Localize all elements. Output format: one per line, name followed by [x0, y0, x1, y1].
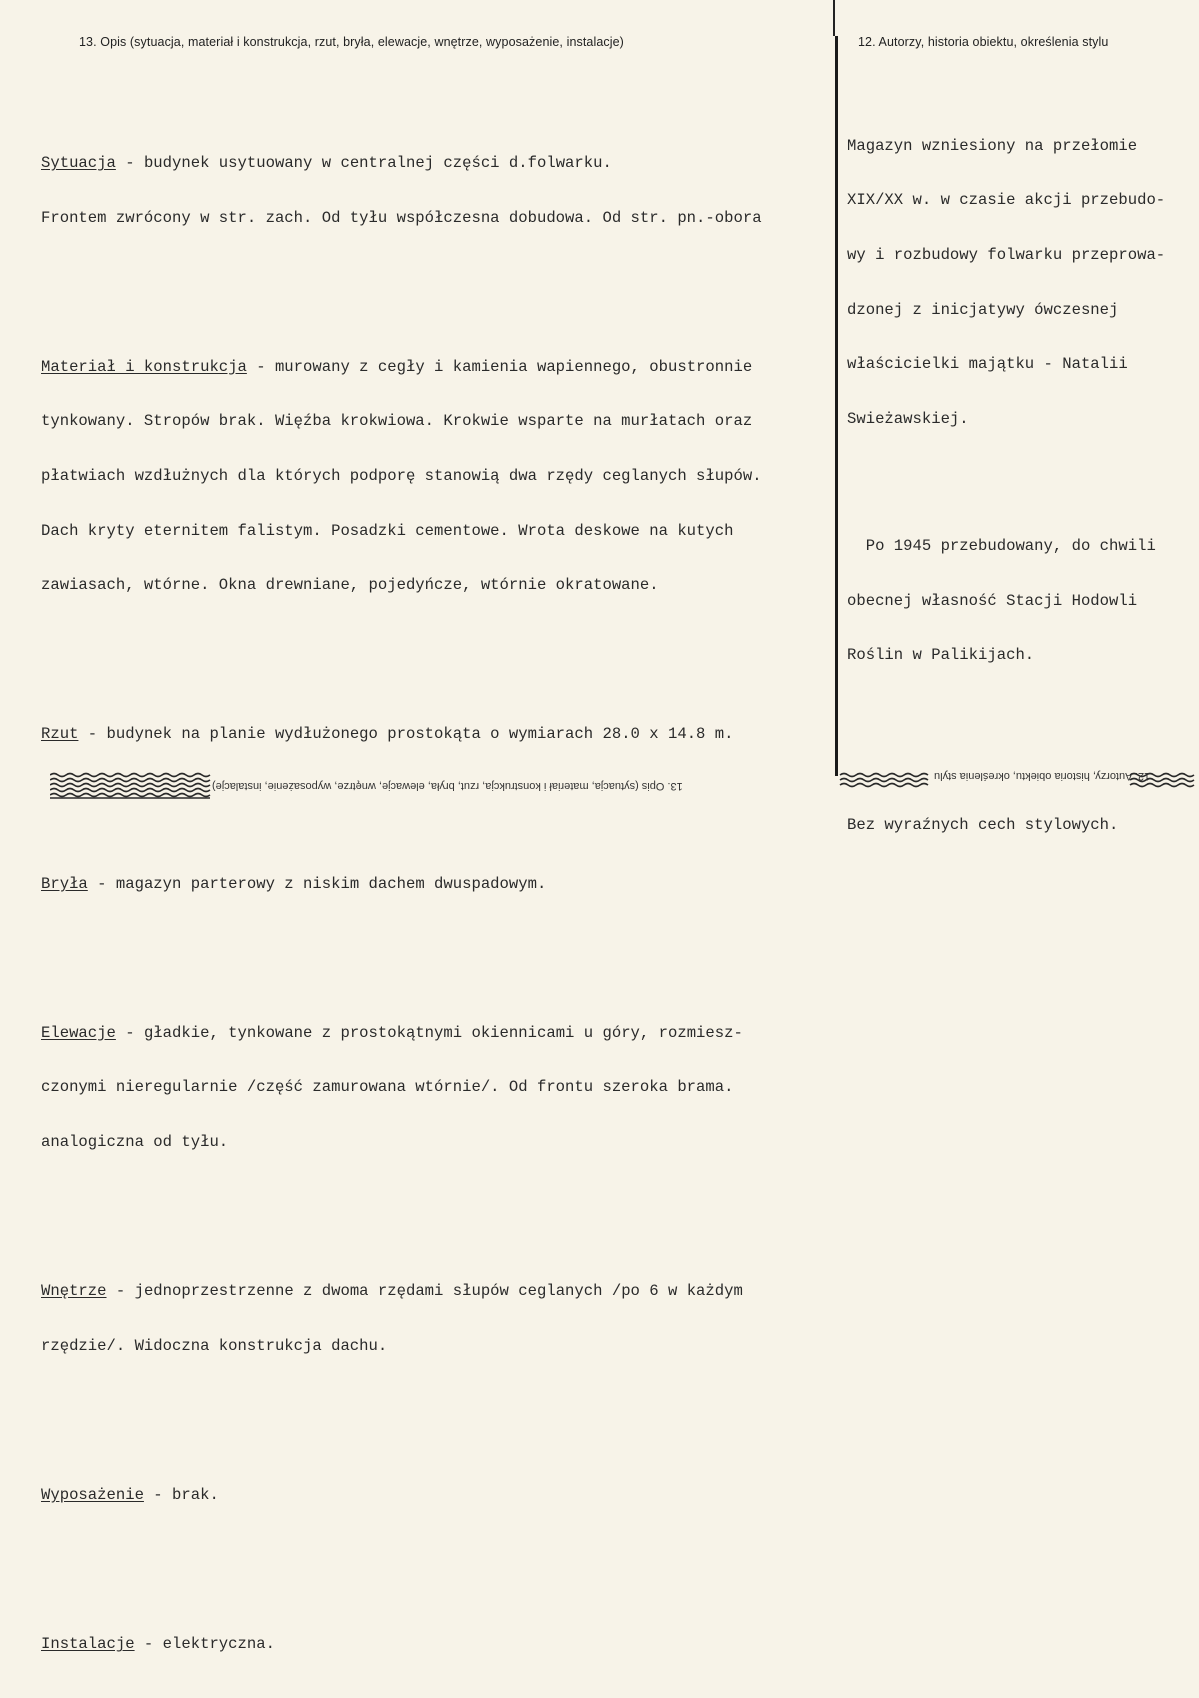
- section-elewacje: [41, 987, 831, 1187]
- history-line: Swieżawskiej.: [847, 409, 969, 428]
- section-wnetrze: [41, 1246, 831, 1392]
- section-term: Sytuacja: [41, 154, 116, 173]
- section-term: Rzut: [41, 725, 79, 744]
- section-line: analogiczna od tyłu.: [41, 1132, 229, 1151]
- section-term: Wnętrze: [41, 1282, 107, 1301]
- section-bryla: [41, 838, 831, 929]
- history-line: obecnej własność Stacji Hodowli: [847, 591, 1138, 610]
- section-line: czonymi nieregularnie /część zamurowana wtórnie/. Od frontu szeroka brama.: [41, 1078, 734, 1097]
- section-line: - gładkie, tynkowane z prostokątnymi okiennicami u góry, rozmiesz-: [115, 1023, 743, 1042]
- section-line: tynkowany. Stropów brak. Więźba krokwiowa. Krokwie wsparte na murłatach oraz: [41, 412, 753, 431]
- section-line: - magazyn parterowy z niskim dachem dwuspadowym.: [87, 874, 547, 893]
- column-divider-top: [833, 0, 835, 36]
- history-line: Magazyn wzniesiony na przełomie: [847, 136, 1138, 155]
- mirrored-footer-left: 13. Opis (sytuacja, materiał i konstrukcja, rzut, bryła, elewacje, wnętrze, wyposażenie, instalacje): [212, 780, 683, 792]
- history-line: wy i rozbudowy folwarku przeprowa-: [847, 246, 1166, 264]
- section-line: Dach kryty eternitem falistym. Posadzki cementowe. Wrota deskowe na kutych: [41, 521, 734, 540]
- section-line: rzędzie/. Widoczna konstrukcja dachu.: [41, 1336, 388, 1355]
- section-wyposazenie: [41, 1450, 831, 1541]
- section-sytuacja: [41, 118, 831, 264]
- section-line: - budynek usytuowany w centralnej części d.folwarku.: [115, 154, 612, 173]
- section-term: Bryła: [41, 874, 88, 893]
- history-line: Roślin w Palikijach.: [847, 646, 1035, 665]
- section-line: - jednoprzestrzenne z dwoma rzędami słupów ceglanych /po 6 w każdym: [106, 1282, 743, 1301]
- history-paragraph: [847, 501, 1187, 701]
- section-line: płatwiach wzdłużnych dla których podporę stanowią dwa rzędy ceglanych słupów.: [41, 467, 762, 485]
- section-rzut: [41, 689, 831, 780]
- description-column: [41, 63, 831, 1698]
- section-line: Frontem zwrócony w str. zach. Od tyłu współczesna dobudowa. Od str. pn.-obora: [41, 208, 762, 227]
- section-line: - elektryczna.: [134, 1635, 275, 1654]
- history-line: Bez wyraźnych cech stylowych.: [847, 816, 1119, 835]
- section-term: Materiał i konstrukcja: [41, 357, 247, 376]
- history-line: XIX/XX w. w czasie akcji przebudo-: [847, 191, 1166, 210]
- description-header: 13. Opis (sytuacja, materiał i konstrukcja, rzut, bryła, elewacje, wnętrze, wyposażenie, instalacje): [79, 35, 624, 49]
- section-line: zawiasach, wtórne. Okna drewniane, pojedyńcze, wtórnie okratowane.: [41, 576, 659, 595]
- section-line: - brak.: [143, 1485, 219, 1504]
- section-line: - murowany z cegły i kamienia wapiennego, obustronnie: [246, 357, 753, 376]
- history-line: dzonej z inicjatywy ówczesnej: [847, 300, 1119, 319]
- section-term: Elewacje: [41, 1023, 116, 1042]
- mirrored-footer-right: 12. Autorzy, historia obiektu, określenia stylu: [934, 770, 1151, 782]
- section-instalacje: [41, 1599, 831, 1690]
- section-term: Wyposażenie: [41, 1485, 144, 1504]
- section-line: - budynek na planie wydłużonego prostokąta o wymiarach 28.0 x 14.8 m.: [78, 725, 734, 744]
- history-paragraph: [847, 100, 1187, 464]
- history-line: Po 1945 przebudowany, do chwili: [847, 537, 1156, 556]
- history-header: 12. Autorzy, historia obiektu, określenia stylu: [858, 35, 1109, 49]
- section-material: [41, 321, 831, 630]
- history-line: właścicielki majątku - Natalii: [847, 355, 1128, 374]
- column-divider: [835, 36, 838, 776]
- section-term: Instalacje: [41, 1635, 135, 1654]
